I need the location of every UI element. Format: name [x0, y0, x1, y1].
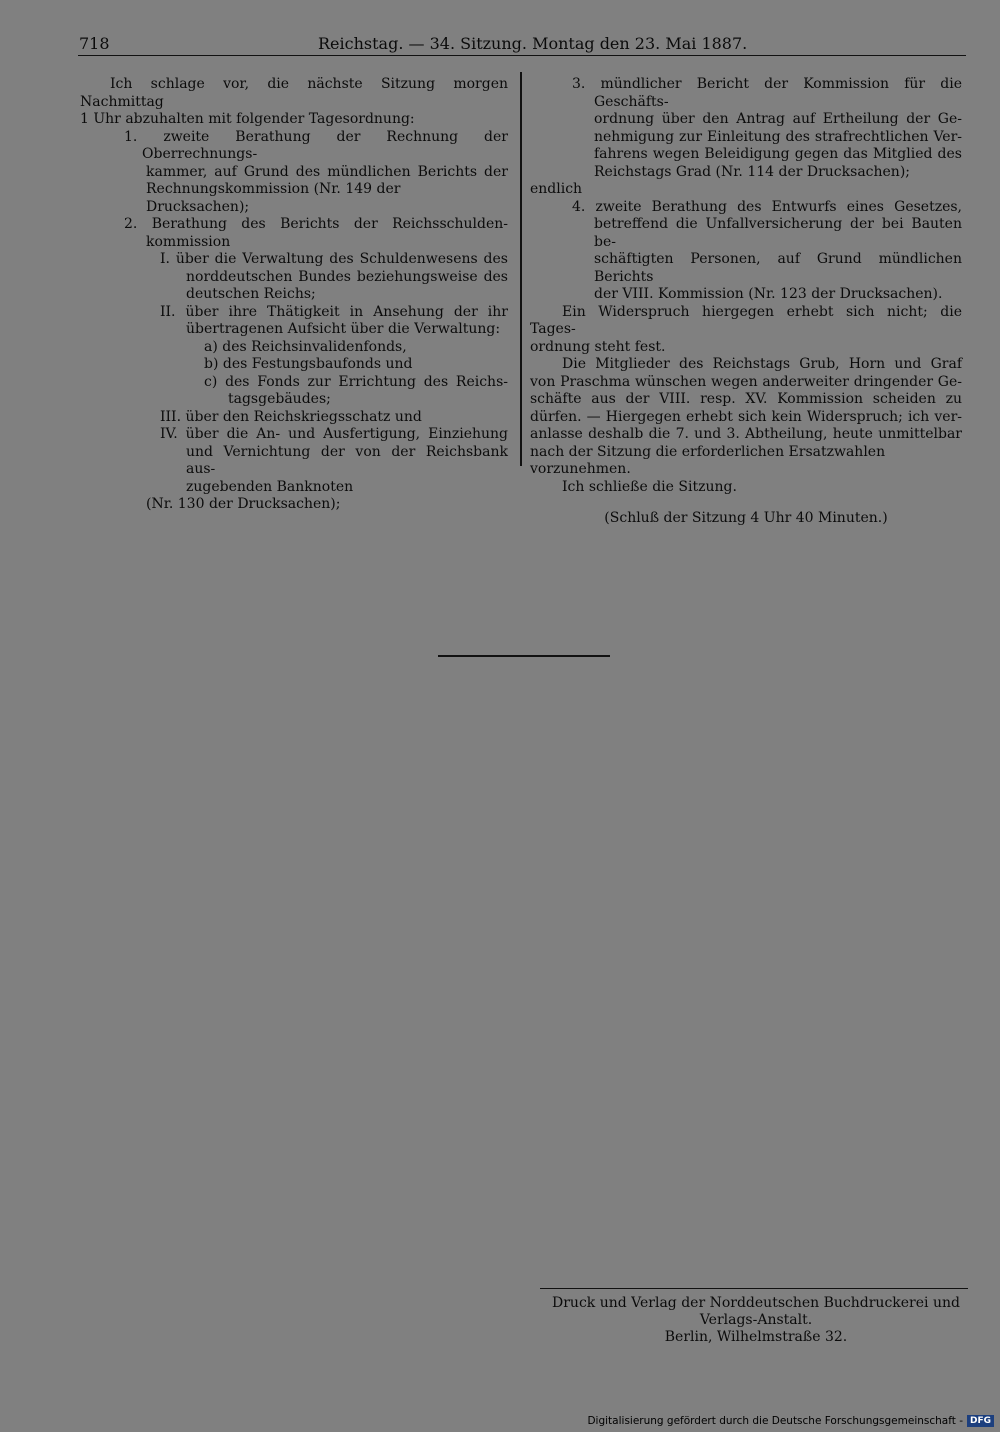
page-number: 718 [79, 34, 110, 53]
paragraph-members: schäfte aus der VIII. resp. XV. Kommission scheiden zu [530, 391, 962, 407]
paragraph-members: Die Mitglieder des Reichstags Grub, Horn und Graf [562, 356, 962, 372]
agenda-item-4: schäftigten Personen, auf Grund mündlichen Berichts [594, 251, 962, 285]
agenda-item-1: kammer, auf Grund des mündlichen Berichts der [146, 163, 508, 180]
drucksachen-ref: (Nr. 130 der Drucksachen); [146, 496, 341, 512]
roman-item-1: I. über die Verwaltung des Schuldenwesens des [160, 251, 508, 267]
column-divider [520, 72, 522, 466]
intro-line: Ich schlage vor, die nächste Sitzung morgen Nachmittag [80, 76, 508, 110]
paragraph-objection: Ein Widerspruch hiergegen erhebt sich nicht; die Tages- [530, 303, 962, 337]
roman-item-1: deutschen Reichs; [186, 286, 316, 302]
agenda-item-3: 3. mündlicher Bericht der Kommission für die Geschäfts- [572, 76, 962, 110]
paragraph-members: nach der Sitzung die erforderlichen Ersatzwahlen vorzunehmen. [530, 443, 886, 477]
dfg-logo-icon: DFG [967, 1415, 994, 1427]
sub-item-b: b) des Festungsbaufonds und [204, 356, 413, 372]
paragraph-members: von Praschma wünschen wegen anderweiter dringender Ge- [530, 373, 962, 390]
agenda-item-3: nehmigung zur Einleitung des strafrechtlichen Ver- [594, 128, 962, 145]
roman-item-1: norddeutschen Bundes beziehungsweise des [186, 268, 508, 285]
imprint-rule [540, 1288, 968, 1289]
sub-item-a: a) des Reichsinvalidenfonds, [204, 338, 407, 355]
intro-line: 1 Uhr abzuhalten mit folgender Tagesordnung: [80, 111, 415, 127]
closing-note: (Schluß der Sitzung 4 Uhr 40 Minuten.) [604, 510, 888, 526]
agenda-item-1: 1. zweite Berathung der Rechnung der Oberrechnungs- [124, 128, 508, 162]
roman-item-4: und Vernichtung der von der Reichsbank aus- [186, 443, 508, 477]
agenda-item-2: 2. Berathung des Berichts der Reichsschulden- [124, 216, 508, 232]
footer-bar [587, 1415, 994, 1427]
agenda-item-3: ordnung über den Antrag auf Ertheilung der Ge- [594, 111, 962, 127]
paragraph-members: anlasse deshalb die 7. und 3. Abtheilung, heute unmittelbar [530, 426, 962, 442]
paragraph-objection: ordnung steht fest. [530, 338, 666, 355]
running-head: Reichstag. — 34. Sitzung. Montag den 23. Mai 1887. [318, 34, 748, 53]
sub-item-c: tagsgebäudes; [228, 391, 331, 407]
agenda-item-4: betreffend die Unfallversicherung der bei Bauten be- [594, 216, 962, 250]
left-column [80, 76, 508, 514]
endlich-word: endlich [530, 181, 583, 197]
roman-item-2: übertragenen Aufsicht über die Verwaltung: [186, 321, 501, 337]
imprint [540, 1295, 972, 1346]
digitization-credit: Digitalisierung gefördert durch die Deutsche Forschungsgemeinschaft - [587, 1415, 963, 1427]
agenda-item-3: Reichstags Grad (Nr. 114 der Drucksachen); [594, 163, 911, 180]
section-end-rule [438, 655, 610, 657]
sub-item-c: c) des Fonds zur Errichtung des Reichs- [204, 373, 508, 390]
imprint-address: Berlin, Wilhelmstraße 32. [664, 1329, 848, 1345]
agenda-item-1: Rechnungskommission (Nr. 149 der Drucksachen); [146, 181, 401, 215]
roman-item-2: II. über ihre Thätigkeit in Ansehung der ihr [160, 303, 508, 320]
imprint-publisher: Druck und Verlag der Norddeutschen Buchdruckerei und Verlags-Anstalt. [552, 1295, 960, 1328]
paragraph-close: Ich schließe die Sitzung. [562, 478, 737, 495]
agenda-item-3: fahrens wegen Beleidigung gegen das Mitglied des [594, 146, 962, 162]
agenda-item-4: der VIII. Kommission (Nr. 123 der Drucksachen). [594, 286, 943, 302]
roman-item-4: zugebenden Banknoten [186, 478, 354, 495]
header-rule [78, 55, 966, 56]
roman-item-3: III. über den Reichskriegsschatz und [160, 408, 422, 425]
agenda-item-2: kommission [146, 233, 231, 250]
agenda-item-4: 4. zweite Berathung des Entwurfs eines Gesetzes, [572, 198, 962, 215]
roman-item-4: IV. über die An- und Ausfertigung, Einziehung [160, 426, 508, 442]
right-column [530, 76, 962, 528]
paragraph-members: dürfen. — Hiergegen erhebt sich kein Widerspruch; ich ver- [530, 408, 962, 425]
